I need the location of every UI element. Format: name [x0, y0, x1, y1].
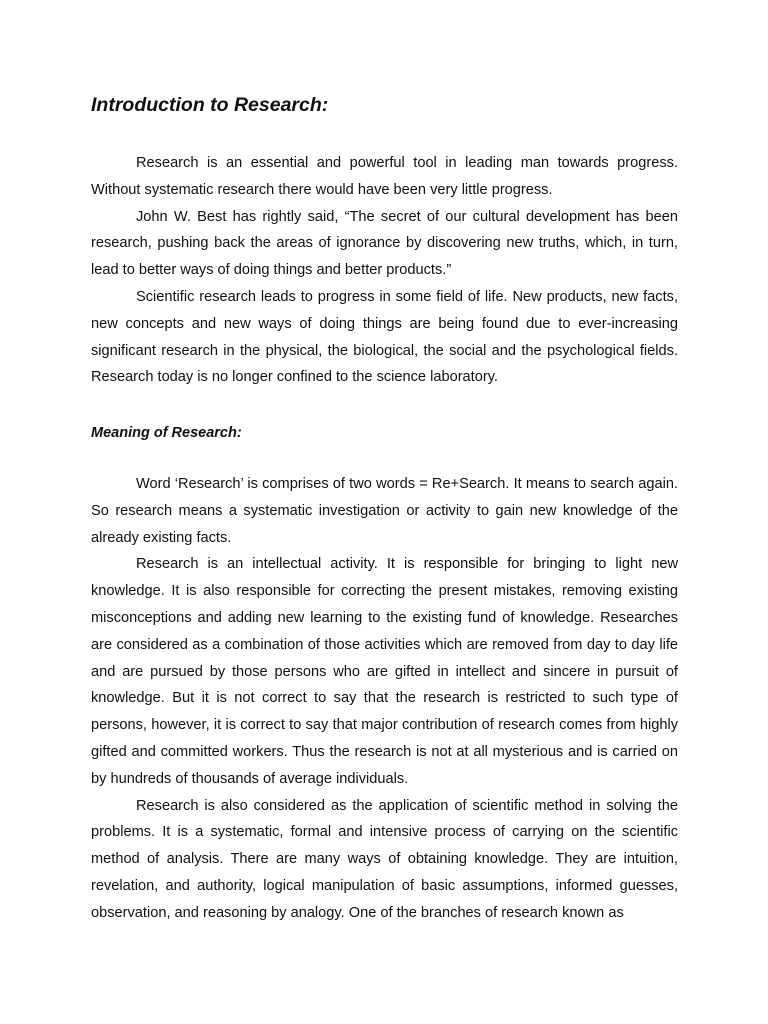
section-heading-meaning: Meaning of Research:	[91, 425, 242, 441]
meaning-paragraph-1: Word ‘Research’ is comprises of two words = Re+Search. It means to search again. So research means a systematic investigation or activity to gain new knowledge of the already existing facts.	[91, 476, 678, 546]
intro-paragraph-2: John W. Best has rightly said, “The secret of our cultural development has been research, pushing back the areas of ignorance by discovering new truths, which, in turn, lead to better ways of doing things and better products.”	[91, 208, 678, 279]
intro-section	[91, 150, 678, 391]
meaning-section	[91, 471, 678, 927]
intro-paragraph-1: Research is an essential and powerful tool in leading man towards progress. Without systematic research there would have been very little progress.	[91, 155, 678, 198]
meaning-paragraph-3: Research is also considered as the application of scientific method in solving the problems. It is a systematic, formal and intensive process of carrying on the scientific method of analysis. There are many ways of obtaining knowledge. They are intuition, revelation, and authority, logical manipulation of basic assumptions, informed guesses, observation, and reasoning by analogy. One of the branches of research known as	[91, 797, 678, 921]
document-page	[91, 0, 678, 1024]
page-title: Introduction to Research:	[91, 94, 329, 116]
intro-paragraph-3: Scientific research leads to progress in some field of life. New products, new facts, new concepts and new ways of doing things are being found due to ever-increasing significant research in the physical, the biological, the social and the psychological fields. Research today is no longer confined to the science laboratory.	[91, 288, 678, 386]
meaning-paragraph-2: Research is an intellectual activity. It is responsible for bringing to light new knowledge. It is also responsible for correcting the present mistakes, removing existing misconceptions and adding new learning to the existing fund of knowledge. Researches are considered as a combination of those activities which are removed from day to day life and are pursued by those persons who are gifted in intellect and sincere in pursuit of knowledge. But it is not correct to say that the research is restricted to such type of persons, however, it is correct to say that major contribution of research comes from highly gifted and committed workers. Thus the research is not at all mysterious and is carried on by hundreds of thousands of average individuals.	[91, 556, 678, 787]
